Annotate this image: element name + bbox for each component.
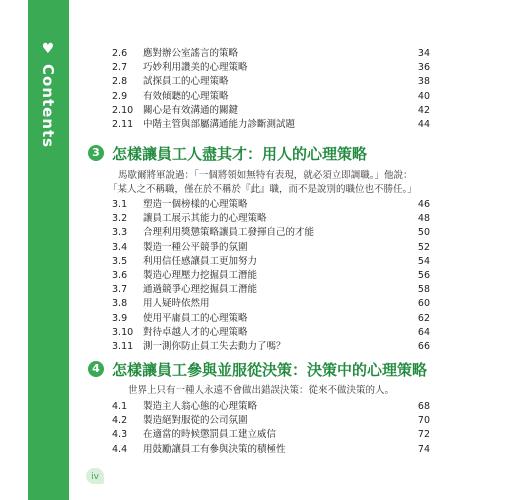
entry-title: 製造主人翁心態的心理策略 [143, 401, 258, 412]
toc-entry[interactable] [112, 241, 430, 255]
entry-number: 2.7 [112, 62, 128, 74]
entry-title: 有效傾聽的心理策略 [143, 90, 229, 102]
entry-page: 38 [417, 76, 430, 88]
entry-title: 應對辦公室謠言的策略 [143, 48, 239, 59]
chapter-title: 怎樣讓員工參與並服從決策：決策中的心理策略 [112, 360, 428, 379]
entry-title: 測一測你防止員工失去動力了嗎？ [143, 341, 286, 352]
entry-number: 3.3 [112, 227, 128, 239]
heart-icon: ♥ [41, 41, 55, 57]
entry-title: 製造絕對服從的公司氛圍 [143, 415, 248, 427]
entry-page: 58 [417, 284, 430, 296]
chapter-4-quote: 世界上只有一種人永遠不會做出錯誤決策：從來不做決策的人。 [128, 385, 395, 396]
entry-page: 66 [417, 341, 430, 352]
entry-number: 3.10 [112, 326, 134, 338]
entry-page: 54 [417, 255, 430, 267]
entry-title: 讓員工展示其能力的心理策略 [143, 213, 267, 225]
entry-title: 製造心理壓力挖掘員工潛能 [143, 270, 258, 281]
toc-entry[interactable] [112, 61, 430, 75]
toc-entry[interactable] [112, 90, 430, 104]
toc-entry[interactable] [112, 428, 430, 442]
entry-page: 56 [417, 270, 430, 281]
chapter-3-heading[interactable] [88, 142, 367, 164]
entry-page: 60 [417, 298, 430, 310]
entry-number: 3.7 [112, 284, 128, 296]
chapter-title: 怎樣讓員工人盡其才：用人的心理策略 [112, 144, 368, 163]
entry-page: 62 [417, 312, 430, 324]
entry-page: 48 [417, 213, 430, 225]
entry-number: 2.9 [112, 90, 128, 102]
entry-page: 50 [417, 227, 430, 239]
entry-page: 42 [417, 104, 430, 116]
entry-title: 中階主管與部屬溝通能力診斷測試題 [143, 119, 296, 130]
page-number-text: iv [91, 472, 99, 482]
contents-label: Contents [39, 64, 57, 149]
toc-entry[interactable] [112, 400, 430, 414]
entry-number: 2.10 [112, 104, 134, 116]
toc-entry[interactable] [112, 255, 430, 269]
entry-page: 52 [417, 241, 430, 253]
entry-title: 用人疑時依然用 [143, 298, 210, 310]
entry-title: 通過競爭心理挖掘員工潛能 [143, 284, 258, 296]
chapter-3-quote-line-1: 馬歇爾將軍說過：「一個將領如無特有表現，就必須立即調職。」他說： [118, 170, 413, 181]
entry-number: 3.6 [112, 270, 128, 281]
entry-number: 4.4 [112, 443, 128, 455]
page-number [86, 470, 104, 484]
sidebar-label [32, 42, 64, 148]
toc-entry[interactable] [112, 118, 430, 132]
entry-page: 44 [417, 119, 430, 130]
toc-entry[interactable] [112, 47, 430, 61]
toc-entry[interactable] [112, 283, 430, 297]
entry-number: 2.8 [112, 76, 128, 88]
entry-page: 70 [417, 415, 430, 427]
entry-number: 3.8 [112, 298, 128, 310]
entry-page: 74 [417, 443, 430, 455]
entry-title: 製造一種公平競爭的氛圍 [143, 241, 248, 253]
chapter-number-badge: 3 [88, 145, 104, 161]
entry-page: 36 [417, 62, 430, 74]
entry-title: 試探員工的心理策略 [143, 76, 229, 88]
entry-title: 在適當的時候懲罰員工建立威信 [143, 429, 277, 441]
toc-entry[interactable] [112, 312, 430, 326]
toc-entry[interactable] [112, 269, 430, 283]
entry-number: 2.6 [112, 48, 128, 59]
entry-number: 4.1 [112, 401, 128, 412]
entry-number: 3.5 [112, 255, 128, 267]
chapter-3-quote-line-2: 「某人之不稱職，僅在於不稱於『此』職，而不是說別的職位也不勝任。」 [108, 184, 417, 195]
entry-number: 3.2 [112, 213, 128, 225]
entry-title: 用鼓勵讓員工有參與決策的積極性 [143, 443, 286, 455]
toc-entry[interactable] [112, 297, 430, 311]
entry-title: 使用平庸員工的心理策略 [143, 312, 248, 324]
entry-page: 46 [417, 199, 430, 210]
chapter-4-heading[interactable] [88, 358, 427, 380]
entry-title: 合理利用獎懲策略讓員工發揮自己的才能 [143, 227, 315, 239]
toc-entry[interactable] [112, 326, 430, 340]
entry-page: 64 [417, 326, 430, 338]
entry-number: 4.3 [112, 429, 128, 441]
entry-page: 72 [417, 429, 430, 441]
entry-title: 巧妙利用讚美的心理策略 [143, 62, 248, 74]
toc-entry[interactable] [112, 226, 430, 240]
toc-entry[interactable] [112, 443, 430, 457]
entry-number: 4.2 [112, 415, 128, 427]
entry-number: 3.9 [112, 312, 128, 324]
toc-entry[interactable] [112, 75, 430, 89]
toc-entry[interactable] [112, 212, 430, 226]
entry-page: 40 [417, 90, 430, 102]
entry-number: 2.11 [112, 119, 134, 130]
entry-title: 塑造一個榜樣的心理策略 [143, 199, 248, 210]
entry-number: 3.11 [112, 341, 134, 352]
entry-title: 對待卓越人才的心理策略 [143, 326, 248, 338]
entry-page: 68 [417, 401, 430, 412]
toc-entry[interactable] [112, 198, 430, 212]
entry-title: 關心是有效溝通的關鍵 [143, 104, 239, 116]
toc-entry[interactable] [112, 104, 430, 118]
toc-entry[interactable] [112, 340, 430, 354]
entry-number: 3.1 [112, 199, 128, 210]
entry-number: 3.4 [112, 241, 128, 253]
chapter-number-badge: 4 [88, 361, 104, 377]
toc-entry[interactable] [112, 414, 430, 428]
entry-title: 利用信任感讓員工更加努力 [143, 255, 258, 267]
entry-page: 34 [417, 48, 430, 59]
